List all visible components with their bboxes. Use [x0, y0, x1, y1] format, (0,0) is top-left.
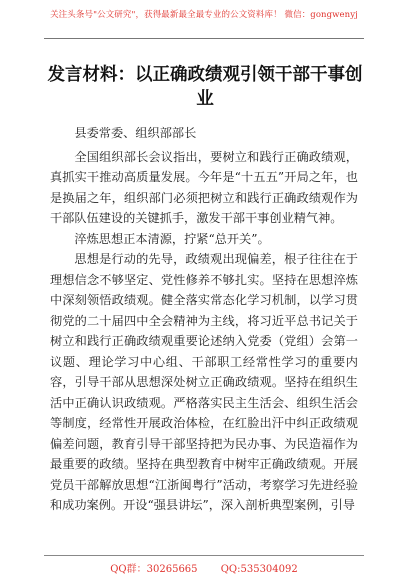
footer-divider [44, 555, 364, 556]
paragraph-1: 全国组织部长会议指出，要树立和践行正确政绩观，真抓实干推动高质量发展。今年是“十五五”开局之年，也是换届之年，组织部门必须把树立和践行正确政绩观作为干部队伍建设的关键抓手，激发干部干事创业精气神。 [50, 149, 358, 225]
header-promo-text: 关注头条号"公文研究"，获得最新最全最专业的公文资料库！ 微信：gongwenyj [50, 10, 358, 20]
section-heading: 淬炼思想正本清源，拧紧“总开关”。 [74, 231, 270, 246]
paragraph-2: 思想是行动的先导，政绩观出现偏差，根子往往在于理想信念不够坚定、党性修养不够扎实。坚持在思想淬炼中深刻领悟政绩观。健全落实常态化学习机制，以学习贯彻党的二十届四中全会精神为主线，将习近平总书记关于树立和践行正确政绩观重要论述纳入党委（党组）会第一议题、理论学习中心组、干部职工经常性学习的重要内容，引导干部从思想深处树立正确政绩观。坚持在组织生活中正确认识政绩观。严格落实民主生活会、组织生活会等制度，经常性开展政治体检，在红脸出汗中纠正政绩观偏差问题，教育引导干部坚持把为民办事、为民造福作为最重要的政绩。坚持在典型教育中树牢正确政绩观。开展党员干部解放思想“江浙闽粤行”活动，考察学习先进经验和成功案例。开设“强县讲坛”，深入剖析典型案例，引导 [50, 252, 358, 512]
header-divider [44, 38, 364, 39]
document-title: 发言材料：以正确政绩观引领干部干事创业 [47, 65, 363, 109]
footer [0, 560, 408, 575]
footer-qq-number: QQ:535304092 [220, 564, 298, 575]
document-body [50, 123, 358, 516]
author-line: 县委常委、组织部部长 [74, 126, 197, 140]
footer-qq-group: QQ群：30265665 [110, 564, 198, 575]
